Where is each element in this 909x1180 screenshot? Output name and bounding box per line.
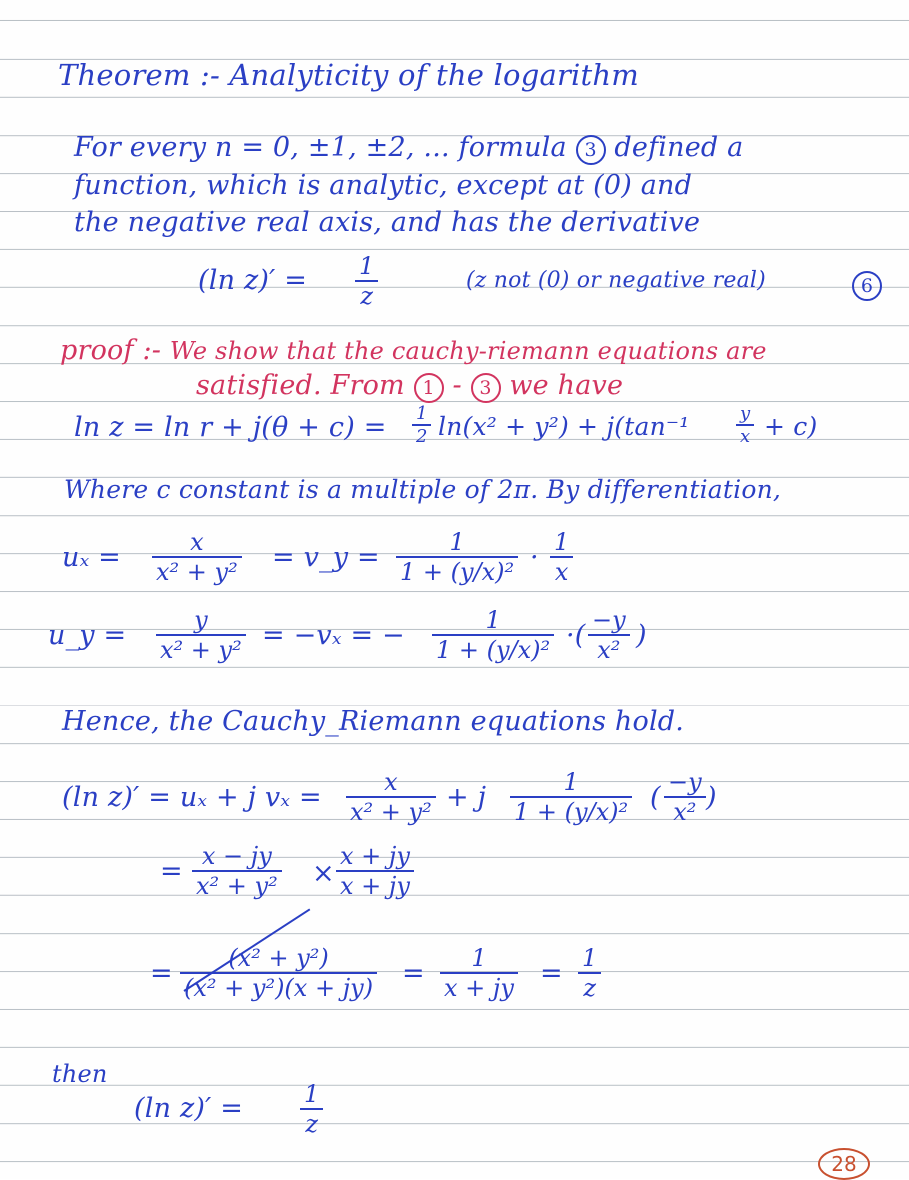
uy-frac3-num: −y (592, 606, 626, 634)
derivative-lhs: (ln z)′ = (198, 265, 308, 296)
proof-line-2 (196, 370, 623, 403)
hence-line: Hence, the Cauchy_Riemann equations hold. (62, 706, 685, 737)
uy-frac2-den: 1 + (y/x)² (432, 634, 554, 664)
ux-lhs: uₓ = (62, 542, 121, 573)
deriv-row1-plus: + j (446, 782, 487, 813)
proof-label: proof :- (60, 335, 162, 366)
page-number: 28 (818, 1148, 870, 1180)
proof-line-1 (60, 335, 767, 366)
uy-fraction-2 (432, 606, 554, 664)
theorem-line-1-end: defined a (614, 132, 744, 163)
ux-frac2-num: 1 (449, 528, 465, 556)
deriv-row2-f2-den: x + jy (336, 870, 414, 900)
deriv-row1-f1-den: x² + y² (346, 796, 436, 826)
deriv-row3-f1-num: (x² + y²) (228, 944, 329, 972)
conclusion-den: z (300, 1108, 323, 1138)
eq-6-circle: 6 (852, 271, 882, 301)
theorem-title: Theorem :- Analyticity of the logarithm (58, 58, 639, 92)
half-den: 2 (412, 424, 431, 447)
deriv-row1-frac3 (664, 768, 706, 826)
ux-frac3-den: x (550, 556, 573, 586)
y-num: y (740, 403, 751, 424)
deriv-row3-eq2: = (402, 958, 425, 989)
deriv-row1-close: ) (706, 782, 717, 813)
formula-ref-3: 3 (576, 135, 606, 165)
half-num: 1 (416, 403, 428, 424)
uy-mid: = −vₓ = − (262, 620, 405, 651)
deriv-row1-f1-num: x (384, 768, 398, 796)
proof-line-2-end: we have (509, 370, 624, 401)
uy-num: y (194, 606, 208, 634)
deriv-row2-f2-num: x + jy (340, 842, 410, 870)
derivative-fraction (355, 252, 378, 310)
ln-expansion-lhs: ln z = ln r + j(θ + c) = (74, 412, 387, 443)
then-word: then (52, 1060, 108, 1088)
deriv-row1-f2-den: 1 + (y/x)² (510, 796, 632, 826)
half-fraction (412, 403, 431, 447)
theorem-line-3: the negative real axis, and has the derivative (74, 207, 701, 238)
deriv-row2-f1-den: x² + y² (192, 870, 282, 900)
deriv-row1-frac1 (346, 768, 436, 826)
deriv-row1-lhs: (ln z)′ = uₓ + j vₓ = (62, 782, 322, 813)
deriv-row3-eq: = (150, 958, 173, 989)
theorem-line-2: function, which is analytic, except at (0) and (74, 170, 693, 201)
deriv-row3-f3-den: z (578, 972, 601, 1002)
y-over-x-fraction (736, 403, 754, 447)
conclusion-lhs: (ln z)′ = (134, 1093, 244, 1124)
uy-den: x² + y² (156, 634, 246, 664)
deriv-row2-f1-num: x − jy (201, 842, 272, 870)
ux-mid: = v_y = (272, 542, 380, 573)
ux-den: x² + y² (152, 556, 242, 586)
deriv-row2-eq: = (160, 856, 183, 887)
deriv-row1-frac2 (510, 768, 632, 826)
ref-dash: - (452, 370, 462, 401)
ln-expansion-end: + c) (764, 412, 818, 441)
deriv-row3-f1-den: (x² + y²)(x + jy) (180, 972, 377, 1002)
deriv-row2-frac1 (192, 842, 282, 900)
proof-line-1-text: We show that the cauchy-riemann equations are (169, 337, 767, 365)
deriv-row3-f2-den: x + jy (440, 972, 518, 1002)
uy-fraction (156, 606, 246, 664)
deriv-row1-f3-num: −y (668, 768, 702, 796)
ux-dot: · (530, 542, 539, 573)
deriv-row2-times: × (312, 858, 335, 889)
ref-3: 3 (471, 373, 501, 403)
uy-frac3-den: x² (588, 634, 630, 664)
uy-lhs: u_y = (48, 620, 127, 651)
proof-line-2-text: satisfied. From (196, 370, 405, 401)
deriv-row3-eq3: = (540, 958, 563, 989)
ux-fraction (152, 528, 242, 586)
ref-1: 1 (414, 373, 444, 403)
uy-frac2-num: 1 (485, 606, 501, 634)
uy-close: ) (636, 620, 647, 651)
deriv-row1-f3-den: x² (664, 796, 706, 826)
uy-fraction-3 (588, 606, 630, 664)
uy-dot: ·( (566, 620, 586, 651)
deriv-row3-frac3 (578, 944, 601, 1002)
theorem-line-1 (74, 132, 743, 165)
deriv-row3-f3-num: 1 (582, 944, 598, 972)
ux-fraction-2 (396, 528, 518, 586)
ux-num: x (190, 528, 204, 556)
deriv-row2-frac2 (336, 842, 414, 900)
derivative-condition: (z not (0) or negative real) (466, 268, 766, 293)
conclusion-num: 1 (304, 1080, 320, 1108)
ux-frac2-den: 1 + (y/x)² (396, 556, 518, 586)
deriv-row1-f2-num: 1 (563, 768, 579, 796)
deriv-row3-f2-num: 1 (471, 944, 487, 972)
theorem-line-1-text: For every n = 0, ±1, ±2, ... formula (74, 132, 567, 163)
x-den: x (736, 424, 754, 447)
deriv-row1-open: ( (650, 782, 661, 813)
ux-fraction-3 (550, 528, 573, 586)
conclusion-fraction (300, 1080, 323, 1138)
ux-frac3-num: 1 (554, 528, 570, 556)
ln-expansion-mid: ln(x² + y²) + j(tan⁻¹ (438, 412, 690, 441)
deriv-row3-frac2 (440, 944, 518, 1002)
equation-number-6 (852, 268, 882, 301)
derivative-den: z (355, 280, 378, 310)
where-line: Where c constant is a multiple of 2π. By differentiation, (64, 475, 782, 504)
derivative-num: 1 (359, 252, 375, 280)
